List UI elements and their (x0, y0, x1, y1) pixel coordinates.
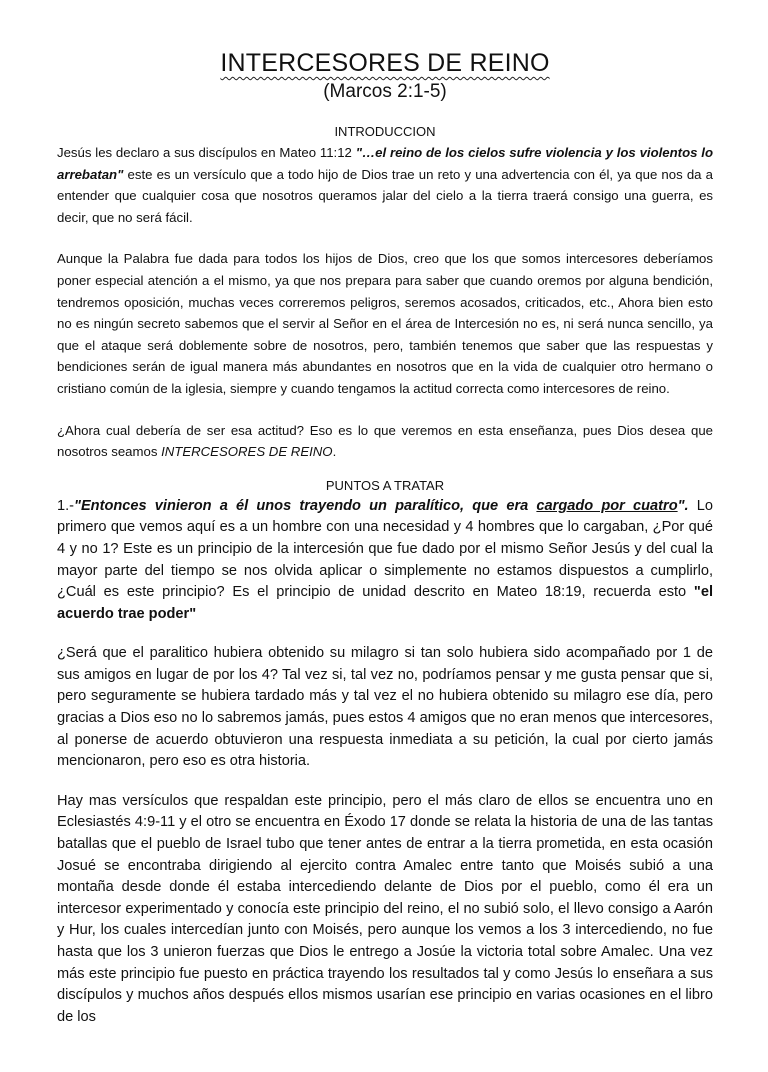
intro-p3-text-b: . (332, 444, 337, 460)
point-1-bold-quote: "el acuerdo trae poder" (57, 584, 713, 622)
point-1-quote: "Entonces vinieron a él unos trayendo un paralítico, que era (74, 497, 537, 514)
document-title-text: INTERCESORES DE REINO (220, 49, 550, 77)
document-subtitle: (Marcos 2:1-5) (323, 81, 447, 102)
intro-p1-quote: "…el reino de los cielos sufre violencia y los violentos lo arrebatan" (57, 145, 713, 182)
intro-p3-emphasis: INTERCESORES DE REINO (161, 444, 333, 460)
introduction-section (57, 122, 713, 463)
point-1-quote-end: ". (677, 497, 689, 514)
intro-p3-text-a: ¿Ahora cual debería de ser esa actitud? Eso es lo que veremos en esta enseñanza, pues Dios desea que nosotros seamos (57, 422, 713, 460)
points-heading: PUNTOS A TRATAR (325, 477, 445, 493)
point-1-paragraph (57, 496, 713, 626)
intro-paragraph-2: Aunque la Palabra fue dada para todos los hijos de Dios, creo que los que somos intercesores deberíamos poner especial atención a el mismo, ya que nos prepara para saber que cuando oremos por alguna bendición, tendremos oposición, muchas veces correremos peligros, seremos acosados, criticados, etc., Ahora bien esto no es ningún secreto sabemos que el servir al Señor en el área de Intercesión no es, ni será nunca sencillo, ya que el ataque será doblemente sobre de nosotros, pero, también tenemos que saber que las respuestas y bendiciones serán de igual manera más abundantes en nosotros que en la vida de cualquier otro hermano o cristiano común de la iglesia, siempre y cuando tengamos la actitud correcta como intercesores de reino. (57, 251, 713, 396)
introduction-heading: INTRODUCCION (334, 124, 436, 139)
document-title (57, 48, 713, 78)
intro-p1-text-b: este es un versículo que a todo hijo de Dios trae un reto y una advertencia con él, ya que nos da a entender que cualquier cosa que nosotros queramos jalar del cielo a la tierra traerá consigo una guerra, es decir, que no será fácil. (57, 166, 713, 225)
document-page (0, 48, 768, 1072)
point-1-number: 1.- (57, 497, 75, 514)
intro-paragraph-3 (57, 420, 713, 463)
point-paragraph-3: Hay mas versículos que respaldan este principio, pero el más claro de ellos se encuentra uno en Eclesiastés 4:9-11 y el otro se encuentra en Éxodo 17 donde se relata la historia de una de las tantas batallas que el pueblo de Israel tubo que tener antes de entrar a la tierra prometida, en esta ocasión Josué se encontraba dirigiendo al ejercito contra Amalec entre tanto que Moisés subió a una montaña desde donde él estaba intercediendo delante de Dios por el pueblo, como él era un intercesor experimentado y conocía este principio del reino, el no subió solo, el llevo consigo a Aarón y Hur, los cuales intercedían junto con Moisés, pero aunque los vemos a los 3 intercediendo, no fue hasta que los 3 unieron fuerzas que Dios le entrego a Josúe la victoria total sobre Amalec. Una vez más este principio fue puesto en práctica trayendo los resultados tal y como Jesús lo enseñara a sus discípulos y muchos años después ellos mismos usarían ese principio en varias ocasiones en el libro de los (57, 792, 713, 1025)
point-1-text: Lo primero que vemos aquí es a un hombre con una necesidad y 4 hombres que lo cargaban, ¿Por qué 4 y no 1? Este es un principio de la intercesión que fue dado por el mismo Señor Jesús y del cual la mayor parte del tiempo se nos olvida aplicar o simplemente no estamos dispuestos a cumplirlo, ¿Cuál es este principio? Es el principio de unidad descrito en Mateo 18:19, recuerda esto (57, 497, 713, 601)
intro-paragraph-1 (57, 142, 713, 228)
points-section (57, 476, 713, 1029)
point-1-quote-underlined: cargado por cuatro (536, 497, 678, 514)
point-paragraph-2: ¿Será que el paralitico hubiera obtenido su milagro si tan solo hubiera sido acompañado por 1 de sus amigos en lugar de por los 4? Tal vez si, tal vez no, podríamos pensar y me gusta pensar que si, pero seguramente se hubiera tardado más y tal vez el no hubiera obtenido su milagro ese día, pero gracias a Dios eso no lo sabremos jamás, pues estos 4 amigos que no eran menos que intercesores, al ponerse de acuerdo obtuvieron una respuesta inmediata a su petición, la cual por cierto jamás mencionaron, pero eso es otra historia. (57, 645, 713, 770)
intro-p1-text-a: Jesús les declaro a sus discípulos en Mateo 11:12 (57, 145, 356, 160)
